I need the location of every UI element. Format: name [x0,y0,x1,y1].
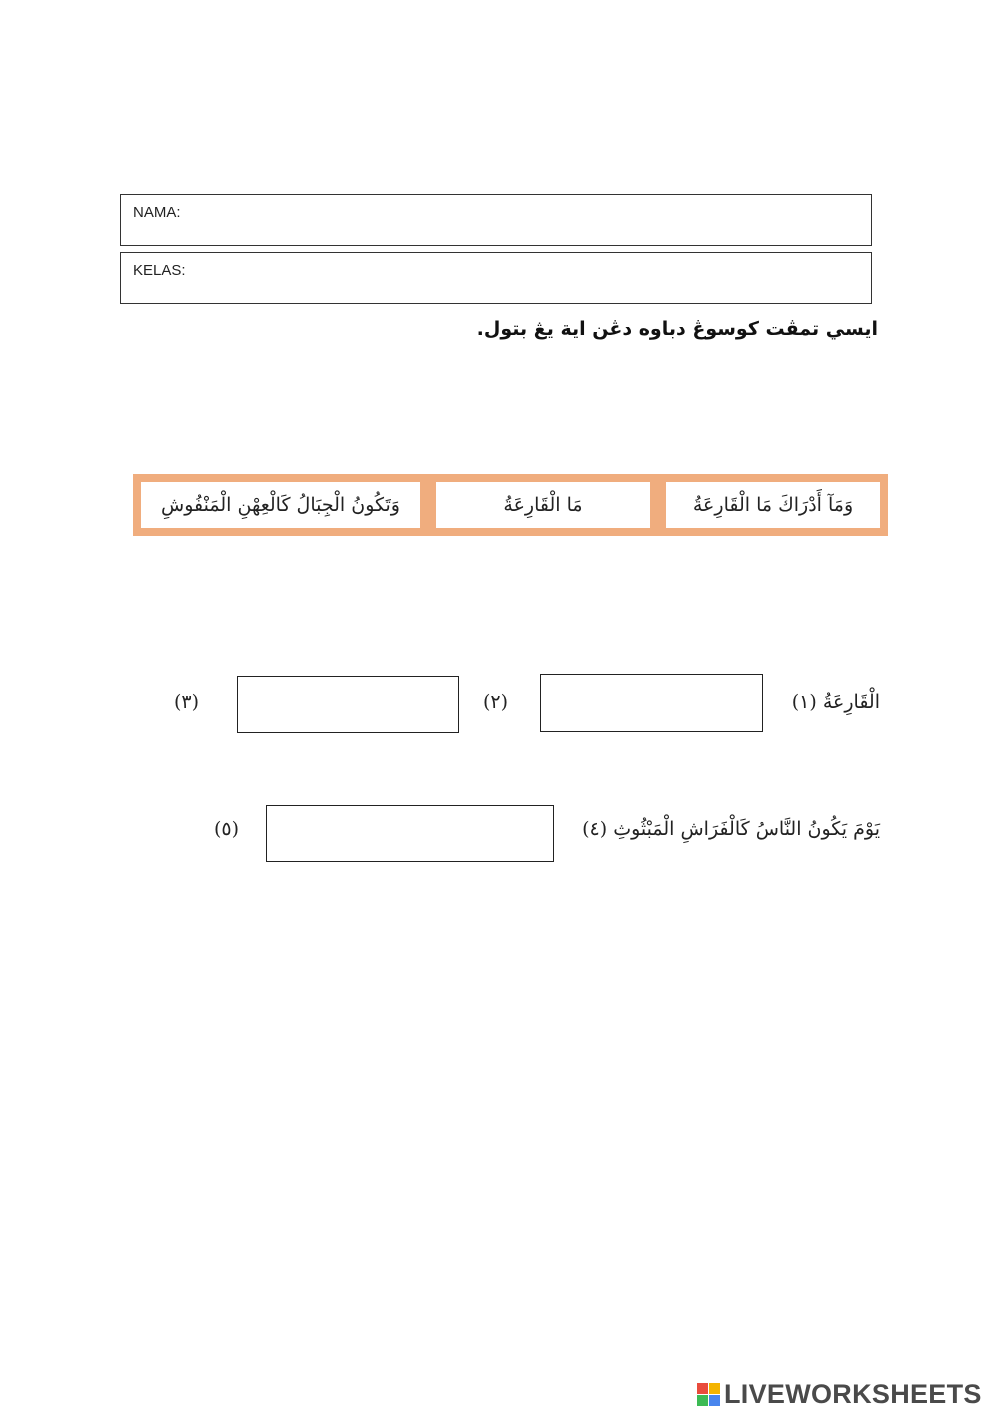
verse-number-3: (٣) [174,691,200,713]
drag-option-2-text: مَا الْقَارِعَةُ [503,494,583,516]
drag-option-3[interactable] [133,474,428,536]
nama-label: NAMA: [133,204,181,221]
kelas-field[interactable] [120,252,872,304]
liveworksheets-logo-text: LIVEWORKSHEETS [724,1379,982,1409]
verse-number-5: (٥) [214,818,240,840]
liveworksheets-logo [697,1379,982,1410]
logo-square-1 [697,1383,708,1394]
logo-square-2 [709,1383,720,1394]
drag-option-1-text: وَمَآ أَدْرَاكَ مَا الْقَارِعَةُ [692,494,854,516]
drag-option-1[interactable] [658,474,888,536]
verse-number-2: (٢) [483,691,509,713]
liveworksheets-logo-icon [697,1383,721,1407]
logo-square-3 [697,1395,708,1406]
drag-option-3-text: وَتَكُونُ الْجِبَالُ كَالْعِهْنِ الْمَنْفُوشِ [161,494,400,516]
logo-square-4 [709,1395,720,1406]
drag-option-2[interactable] [428,474,658,536]
verse-1: الْقَارِعَةُ (١) [791,691,880,713]
verse-4: يَوْمَ يَكُونُ النَّاسُ كَالْفَرَاشِ الْمَبْثُوثِ (٤) [582,818,880,840]
drop-zone-3[interactable] [237,676,459,733]
instruction-text: ايسي تمڤت كوسوڠ دباوه دڠن اية يڠ بتول. [476,318,878,340]
kelas-label: KELAS: [133,262,186,279]
drop-zone-2[interactable] [540,674,763,732]
nama-field[interactable] [120,194,872,246]
drop-zone-5[interactable] [266,805,554,862]
